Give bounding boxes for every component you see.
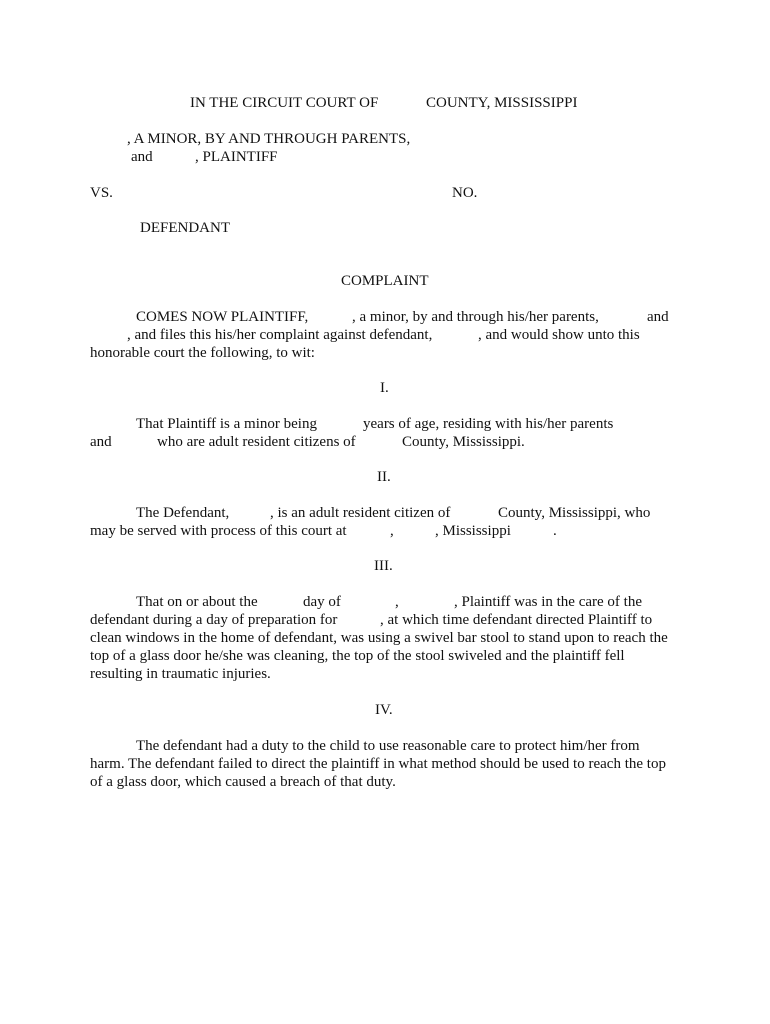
- section-4-text-1: The defendant had a duty to the child to use reasonable care to protect him/her from: [136, 738, 640, 754]
- section-1-text-1: That Plaintiff is a minor being: [136, 416, 317, 432]
- section-3-text-3: ,: [395, 594, 399, 610]
- intro-text-5: , and would show unto this: [478, 327, 640, 343]
- defendant-caption: DEFENDANT: [140, 220, 230, 236]
- section-1-text-4: who are adult resident citizens of: [157, 434, 356, 450]
- court-name-prefix: IN THE CIRCUIT COURT OF: [190, 95, 379, 111]
- intro-text-4: , and files this his/her complaint against defendant,: [127, 327, 433, 343]
- intro-text-2: , a minor, by and through his/her parents,: [352, 309, 599, 325]
- section-2-heading: II.: [377, 469, 391, 485]
- intro-text-3: and: [647, 309, 669, 325]
- section-2-text-5: ,: [390, 523, 394, 539]
- section-2-text-4: may be served with process of this court at: [90, 523, 347, 539]
- section-4-text-3: of a glass door, which caused a breach of that duty.: [90, 774, 396, 790]
- section-3-text-2: day of: [303, 594, 341, 610]
- section-2-text-7: .: [553, 523, 557, 539]
- document-title: COMPLAINT: [341, 273, 429, 289]
- section-1-text-3: and: [90, 434, 112, 450]
- plaintiff-caption-and: and: [131, 149, 153, 165]
- section-4-text-2: harm. The defendant failed to direct the plaintiff in what method should be used to reach the top: [90, 756, 666, 772]
- section-2-text-2: , is an adult resident citizen of: [270, 505, 451, 521]
- section-2-text-6: , Mississippi: [435, 523, 511, 539]
- section-1-heading: I.: [380, 380, 389, 396]
- section-1-text-5: County, Mississippi.: [402, 434, 525, 450]
- intro-text-6: honorable court the following, to wit:: [90, 345, 315, 361]
- intro-text-1: COMES NOW PLAINTIFF,: [136, 309, 309, 325]
- versus-label: VS.: [90, 185, 113, 201]
- section-4-heading: IV.: [375, 702, 393, 718]
- section-3-text-4: , Plaintiff was in the care of the: [454, 594, 642, 610]
- section-3-text-7: clean windows in the home of defendant, was using a swivel bar stool to stand upon to reach the: [90, 630, 668, 646]
- plaintiff-caption-line1: , A MINOR, BY AND THROUGH PARENTS,: [127, 131, 411, 147]
- section-3-text-9: resulting in traumatic injuries.: [90, 666, 271, 682]
- case-number-label: NO.: [452, 185, 478, 201]
- section-3-text-8: top of a glass door he/she was cleaning, the top of the stool swiveled and the plaintiff fell: [90, 648, 625, 664]
- section-3-text-1: That on or about the: [136, 594, 258, 610]
- section-3-heading: III.: [374, 558, 393, 574]
- section-3-text-6: , at which time defendant directed Plaintiff to: [380, 612, 653, 628]
- section-3-text-5: defendant during a day of preparation for: [90, 612, 338, 628]
- section-1-text-2: years of age, residing with his/her parents: [363, 416, 614, 432]
- plaintiff-caption-line2: , PLAINTIFF: [195, 149, 278, 165]
- court-name-suffix: COUNTY, MISSISSIPPI: [426, 95, 578, 111]
- section-2-text-3: County, Mississippi, who: [498, 505, 651, 521]
- section-2-text-1: The Defendant,: [136, 505, 230, 521]
